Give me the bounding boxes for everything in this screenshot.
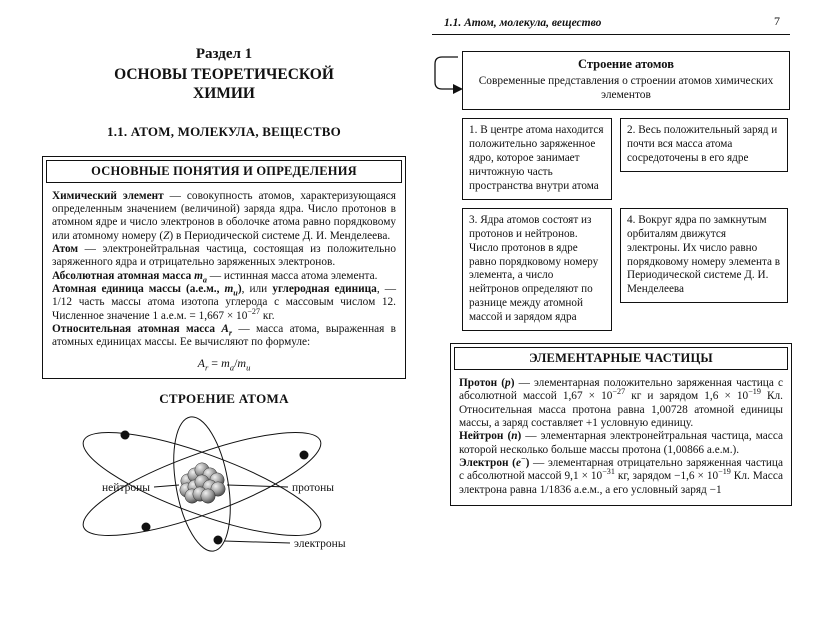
running-header — [432, 14, 790, 35]
section-title-line2: ХИМИИ — [193, 85, 255, 103]
definitions-box-title: ОСНОВНЫЕ ПОНЯТИЯ И ОПРЕДЕЛЕНИЯ — [46, 160, 402, 183]
definition-paragraph: Химический элемент — совокупность атомов, характеризующаяся определенным значением (величиной) заряда ядра. Число протонов в атомном ядре и число электронов в оболочке атома равно порядковому или атомному номеру (Z) в Периодической системе Д. И. Менделеева. — [52, 189, 396, 242]
electron-dot — [300, 450, 309, 459]
relative-mass-formula: $A_r = m_a/m_u$ — [197, 355, 251, 373]
atom-structure-diagram — [42, 411, 406, 593]
nucleus — [180, 463, 225, 503]
particles-box-body — [451, 373, 791, 505]
atom-diagram-title: СТРОЕНИЕ АТОМА — [159, 390, 289, 406]
structure-row — [432, 51, 790, 110]
electron-dot — [214, 535, 223, 544]
atom-diagram-wrap — [42, 411, 406, 598]
elementary-particles-box — [450, 343, 792, 506]
flow-arrow-icon — [432, 54, 466, 98]
particle-paragraph: Электрон (e−) — элементарная отрицательно заряженная частица с абсолютной массой $9,1 \times 10^{-31}$ кг, зарядом $-1,6 \times 10^{-19}$ Кл. Масса электрона равна 1/1836 а.е.м., а его условный заряд −1 — [459, 454, 783, 496]
statement-box-2: 2. Весь положительный заряд и почти вся масса атома сосредоточены в его ядре — [620, 118, 788, 172]
definition-paragraph: Атомная единица массы (а.е.м., $m_u$), или углеродная единица, — 1/12 часть массы атома изотопа углерода с массовым числом 12. Численное значение 1 а.е.м. = $1,667 \times 10^{-27}$ кг. — [52, 283, 397, 322]
structure-box-title: Строение атомов — [578, 57, 674, 71]
section-title-line1: ОСНОВЫ ТЕОРЕТИЧЕСКОЙ — [114, 66, 334, 83]
neutrons-label: нейтроны — [102, 481, 150, 494]
statement-box-3: 3. Ядра атомов состоят из протонов и нейтронов. Число протонов в ядре равно порядковому номеру элемента, а число нейтронов определяют по разнице между атомной массой и зарядом ядра — [462, 208, 612, 331]
statement-box-1: 1. В центре атома находится положительно заряженное ядро, которое занимает ничтожную часть пространства внутри атома — [462, 118, 612, 199]
statement-box-4: 4. Вокруг ядра по замкнутым орбиталям движутся электроны. Их число равно порядковому номеру элемента в Периодической системе Д. И. Менделеева — [620, 208, 788, 303]
structure-of-atoms-box — [462, 51, 790, 110]
right-column — [432, 14, 790, 506]
definition-paragraph: Относительная атомная масса $A_r$ — масса атома, выраженная в атомных единицах массы. Ее вычисляют по формуле: — [52, 323, 396, 349]
structure-box-subtitle: Современные представления о строении атомов химических элементов — [478, 75, 774, 101]
section-title — [42, 65, 406, 104]
electron-dot — [121, 430, 130, 439]
definition-paragraph: Абсолютная атомная масса $m_a$ — истинная масса атома элемента. — [52, 269, 378, 284]
page-number: 7 — [774, 14, 780, 28]
definitions-box — [42, 156, 406, 379]
running-title: 1.1. Атом, молекула, вещество — [444, 17, 602, 29]
particles-box-title: ЭЛЕМЕНТАРНЫЕ ЧАСТИЦЫ — [454, 347, 788, 370]
section-label: Раздел 1 — [195, 46, 253, 62]
statements-grid — [462, 118, 790, 331]
particle-paragraph: Нейтрон (n) — элементарная электронейтральная частица, масса которой несколько больше массы протона (1,00866 а.е.м.). — [459, 430, 783, 456]
definitions-box-body — [43, 186, 405, 378]
left-column — [42, 38, 406, 598]
neutrons-pointer-line — [154, 485, 179, 487]
particle-paragraph: Протон (p) — элементарная положительно заряженная частица с абсолютной массой $1,67 \times 10^{-27}$ кг и зарядом $1,6 \times 10^{-19}$ Кл. Относительная масса протона равна 1,00728 атомной единицы массы, а заряд составляет +1 условную единицу. — [459, 376, 783, 429]
subsection-title: 1.1. АТОМ, МОЛЕКУЛА, ВЕЩЕСТВО — [107, 123, 341, 139]
electrons-pointer-line — [224, 541, 290, 543]
electrons-label: электроны — [294, 537, 346, 550]
definition-paragraph: Атом — электронейтральная частица, состоящая из положительно заряженного ядра и отрицательно заряженных электронов. — [52, 243, 396, 269]
electron-dot — [142, 522, 151, 531]
protons-label: протоны — [292, 481, 335, 494]
